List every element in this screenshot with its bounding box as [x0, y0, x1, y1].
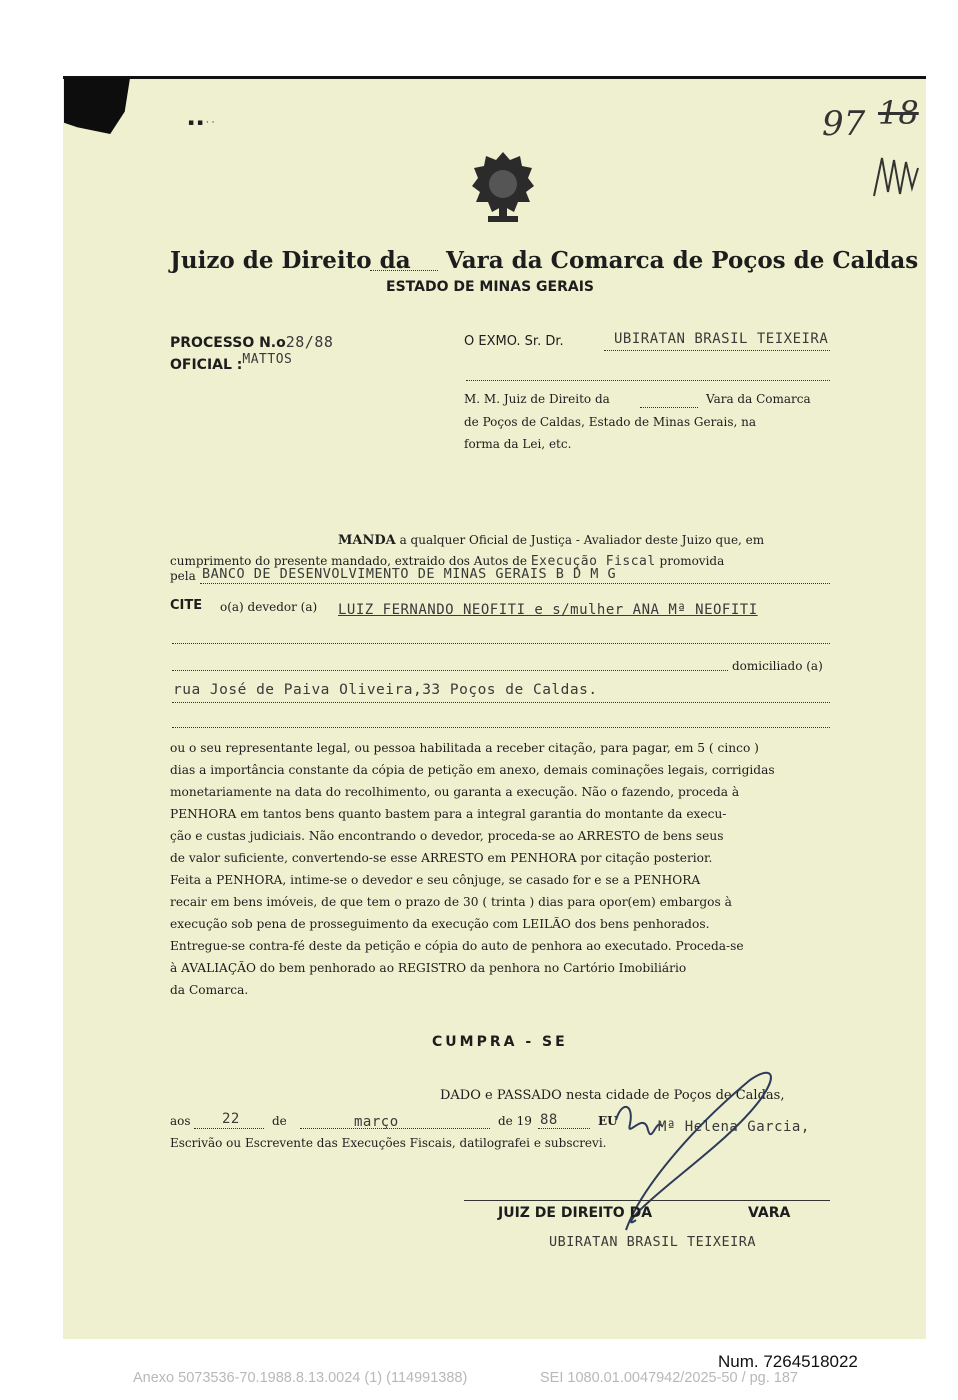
header-subtitle: ESTADO DE MINAS GERAIS	[386, 279, 595, 295]
body-line: recair em bens imóveis, de que tem o prazo de 30 ( trinta ) dias para opor(em) embargos à	[170, 895, 732, 909]
header-title-right: Vara da Comarca de Poços de Caldas	[446, 247, 919, 274]
month-line	[300, 1128, 490, 1129]
date-day: 22	[222, 1111, 240, 1127]
body-line: ção e custas judiciais. Não encontrando o devedor, proceda-se ao ARRESTO de bens seus	[170, 829, 724, 843]
officer-name: MATTOS	[242, 352, 293, 367]
manda-text-2: cumprimento do presente mandado, extraido dos Autos de	[170, 554, 527, 568]
top-marks: ▪ ▪ · ·	[188, 118, 215, 128]
debtor-line-2	[172, 643, 830, 644]
debtor-name: LUIZ FERNANDO NEOFITI e s/mulher ANA Mª NEOFITI	[338, 602, 758, 618]
clerk-name: Mª Helena Garcia,	[658, 1119, 810, 1135]
body-line: Feita a PENHORA, intime-se o devedor e seu cônjuge, se casado for e se a PENHORA	[170, 873, 701, 887]
body-line: à AVALIAÇÃO do bem penhorado ao REGISTRO da penhora no Cartório Imobiliário	[170, 961, 687, 975]
vara-blank	[370, 270, 438, 271]
debtor-line-3	[172, 670, 728, 671]
de-label-2: de 19	[498, 1114, 532, 1128]
body-paragraph	[170, 737, 835, 1001]
manda-text-2-end: promovida	[659, 554, 725, 568]
process-number: 28/88	[285, 333, 334, 351]
annex-reference: Anexo 5073536-70.1988.8.13.0024 (1) (114991388)	[133, 1370, 468, 1386]
eu-label: EU	[598, 1114, 618, 1128]
year-line	[538, 1128, 590, 1129]
body-line: da Comarca.	[170, 983, 249, 997]
addressee-label: O EXMO. Sr. Dr.	[464, 334, 564, 349]
action-type: Execução Fiscal	[530, 554, 656, 569]
addressee-text-1b: Vara da Comarca	[706, 392, 811, 406]
judge-title-a: JUIZ DE DIREITO DA	[498, 1205, 653, 1221]
body-line: monetariamente na data do recolhimento, ou garanta a execução. Não o fazendo, proceda à	[170, 785, 740, 799]
de-label-1: de	[272, 1114, 287, 1128]
address-line-2	[172, 727, 830, 728]
aos-label: aos	[170, 1114, 191, 1128]
clerk-line: Escrivão ou Escrevente das Execuções Fiscais, datilografei e subscrevi.	[170, 1136, 607, 1150]
judge-name: UBIRATAN BRASIL TEIXEIRA	[549, 1234, 757, 1250]
date-year: 88	[540, 1112, 558, 1128]
date-month: março	[354, 1114, 399, 1130]
body-line: ou o seu representante legal, ou pessoa habilitada a receber citação, para pagar, em 5 ( cinco )	[170, 741, 759, 755]
body-line: de valor suficiente, convertendo-se esse ARRESTO em PENHORA por citação posterior.	[170, 851, 713, 865]
pela-label: pela	[170, 569, 196, 583]
addressee-vara-blank	[640, 407, 698, 408]
process-label: PROCESSO N.o	[170, 335, 286, 351]
addressee-line-1	[604, 350, 830, 351]
initials-signature	[868, 148, 924, 204]
creditor-line	[200, 583, 830, 584]
dado-passado: DADO e PASSADO nesta cidade de Poços de Caldas,	[440, 1088, 785, 1103]
creditor-name: BANCO DE DESENVOLVIMENTO DE MINAS GERAIS B D M G	[202, 566, 617, 582]
document-number: Num. 7264518022	[718, 1352, 858, 1371]
addressee-text-3: forma da Lei, etc.	[464, 437, 572, 451]
signature-line	[464, 1200, 830, 1201]
body-line: execução sob pena de prosseguimento da execução com LEILÃO dos bens penhorados.	[170, 917, 710, 931]
address-line-1	[172, 702, 830, 703]
day-line	[194, 1128, 264, 1129]
struck-folio: 18	[878, 94, 919, 132]
cite-label: CITE	[170, 598, 203, 613]
cumpra-se: CUMPRA - SE	[432, 1034, 568, 1050]
manda-lead: MANDA	[338, 533, 396, 548]
body-line: Entregue-se contra-fé deste da petição e cópia do auto de penhora ao executado. Proceda-se	[170, 939, 744, 953]
addressee-name: UBIRATAN BRASIL TEIXEIRA	[614, 331, 829, 347]
handwritten-folio: 97	[822, 104, 866, 144]
addressee-text-2: de Poços de Caldas, Estado de Minas Gerais, na	[464, 415, 757, 429]
header-title-left: Juizo de Direito da	[170, 247, 411, 274]
addressee-line-2	[466, 380, 830, 381]
body-line: dias a importância constante da cópia de petição em anexo, demais cominações legais, corrigidas	[170, 763, 775, 777]
officer-label: OFICIAL :	[170, 357, 243, 373]
judge-title-b: VARA	[748, 1205, 791, 1221]
domicile-label: domiciliado (a)	[732, 659, 823, 673]
cite-text: o(a) devedor (a)	[220, 600, 318, 614]
coat-of-arms-emblem	[470, 150, 536, 226]
manda-text-1: a qualquer Oficial de Justiça - Avaliador deste Juizo que, em	[399, 533, 765, 547]
debtor-address: rua José de Paiva Oliveira,33 Poços de Caldas.	[173, 682, 598, 698]
body-line: PENHORA em tantos bens quanto bastem para a integral garantia do montante da execu-	[170, 807, 727, 821]
sei-reference: SEI 1080.01.0047942/2025-50 / pg. 187	[540, 1370, 798, 1386]
addressee-text-1a: M. M. Juiz de Direito da	[464, 392, 610, 406]
